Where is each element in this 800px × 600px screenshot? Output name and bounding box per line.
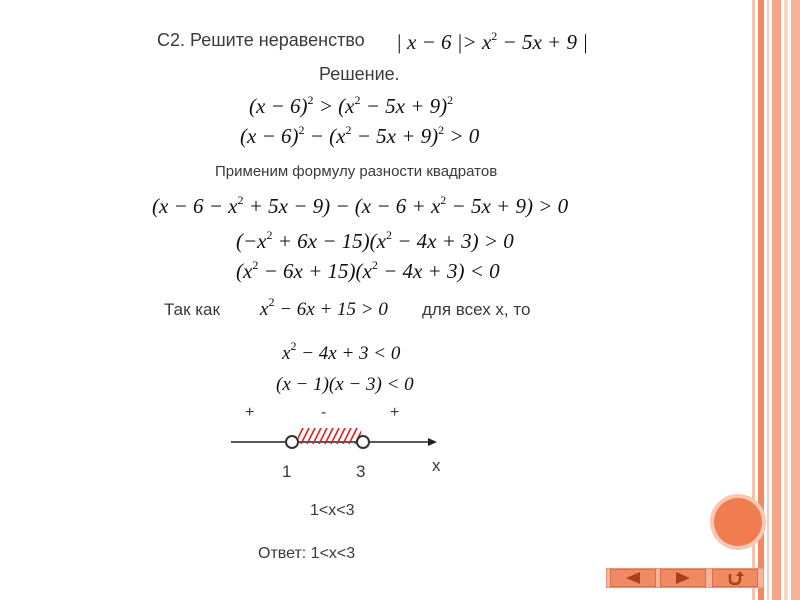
solution-label: Решение. <box>319 64 400 84</box>
open-point-1 <box>286 436 298 448</box>
decorative-stripe <box>772 0 781 600</box>
point-label-3: 3 <box>356 462 366 481</box>
arrow-right-icon <box>675 572 691 584</box>
point-label-1: 1 <box>282 462 292 481</box>
step-squared: $(x - 6)^2 > (x^2 - 5x + 9)^2$ <box>249 93 454 118</box>
return-button[interactable] <box>712 569 758 587</box>
step-quadratic: $x^2 - 4x + 3 < 0$ <box>282 339 401 364</box>
sign-right: + <box>390 404 400 421</box>
since-prefix: Так как <box>164 300 220 319</box>
step-factored: $(x - 6 - x^2 + 5x - 9) - (x - 6 + x^2 - 5x + 9) > 0$ <box>152 193 569 218</box>
axis-label: х <box>432 456 441 475</box>
decorative-stripe <box>784 0 788 600</box>
since-condition: $x^2 - 6x + 15 > 0$ <box>260 295 388 320</box>
answer: Ответ: 1<x<3 <box>258 545 356 562</box>
step-product-gt: $(-x^2 + 6x - 15)(x^2 - 4x + 3) > 0$ <box>236 228 514 253</box>
number-line <box>225 400 450 485</box>
decorative-stripe <box>767 0 769 600</box>
prev-slide-button[interactable] <box>610 569 656 587</box>
sign-middle: - <box>321 404 327 421</box>
arrow-left-icon <box>625 572 641 584</box>
next-slide-button[interactable] <box>660 569 706 587</box>
axis-arrow-icon <box>428 438 437 446</box>
problem-title: С2. Решите неравенство <box>157 30 365 50</box>
step-product-lt: $(x^2 - 6x + 15)(x^2 - 4x + 3) < 0$ <box>236 258 500 283</box>
decorative-stripe <box>791 0 800 600</box>
problem-inequality: | x − 6 |> $x^2 - 5x + 9$ | <box>396 29 588 54</box>
step-roots: (x − 1)(x − 3) < 0 <box>276 374 414 395</box>
return-arrow-icon <box>726 571 744 585</box>
sign-left: + <box>245 404 255 421</box>
open-point-3 <box>357 436 369 448</box>
step-difference: $(x - 6)^2 - (x^2 - 5x + 9)^2 > 0$ <box>240 123 480 148</box>
decorative-circle <box>714 498 762 546</box>
formula-note: Применим формулу разности квадратов <box>215 163 498 180</box>
since-suffix: для всех х, то <box>422 300 531 319</box>
interval-result: 1<x<3 <box>310 502 355 519</box>
